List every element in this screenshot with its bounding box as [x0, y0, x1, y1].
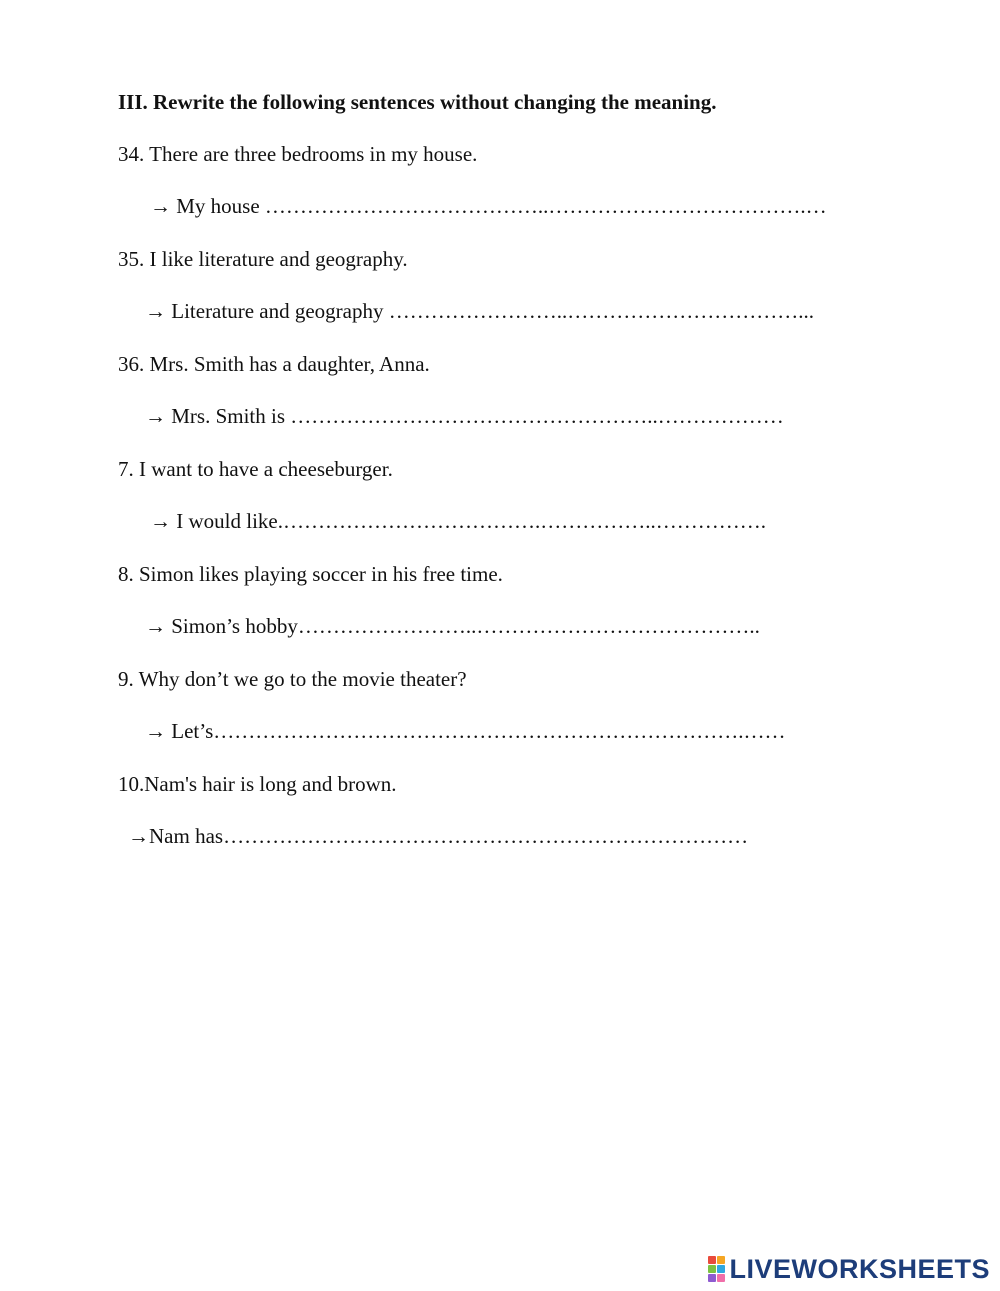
question-10: 10.Nam's hair is long and brown. — [118, 772, 397, 796]
liveworksheets-logo-icon — [708, 1256, 725, 1282]
answer-line-8[interactable]: → Simon’s hobby……………………..………………………………….. — [145, 614, 760, 638]
question-36: 36. Mrs. Smith has a daughter, Anna. — [118, 352, 430, 376]
answer-line-7[interactable]: → I would like.……………………………….……………..……………. — [150, 509, 766, 533]
logo-text: LIVEWORKSHEETS — [729, 1253, 990, 1284]
answer-line-34[interactable]: → My house …………………………………..……………………………….… — [150, 194, 827, 218]
question-9: 9. Why don’t we go to the movie theater? — [118, 667, 467, 691]
question-7: 7. I want to have a cheeseburger. — [118, 457, 393, 481]
liveworksheets-logo[interactable] — [708, 1254, 990, 1284]
answer-line-10[interactable]: →Nam has………………………………………………………………… — [128, 824, 749, 848]
section-heading: III. Rewrite the following sentences without changing the meaning. — [118, 90, 717, 114]
question-34: 34. There are three bedrooms in my house. — [118, 142, 478, 166]
answer-line-35[interactable]: → Literature and geography ……………………..……………………………... — [145, 299, 814, 323]
answer-line-36[interactable]: → Mrs. Smith is ……………………………………………..……………… — [145, 404, 784, 428]
question-8: 8. Simon likes playing soccer in his free time. — [118, 562, 503, 586]
answer-line-9[interactable]: → Let’s………………………………………………………………….…… — [145, 719, 786, 743]
question-35: 35. I like literature and geography. — [118, 247, 408, 271]
